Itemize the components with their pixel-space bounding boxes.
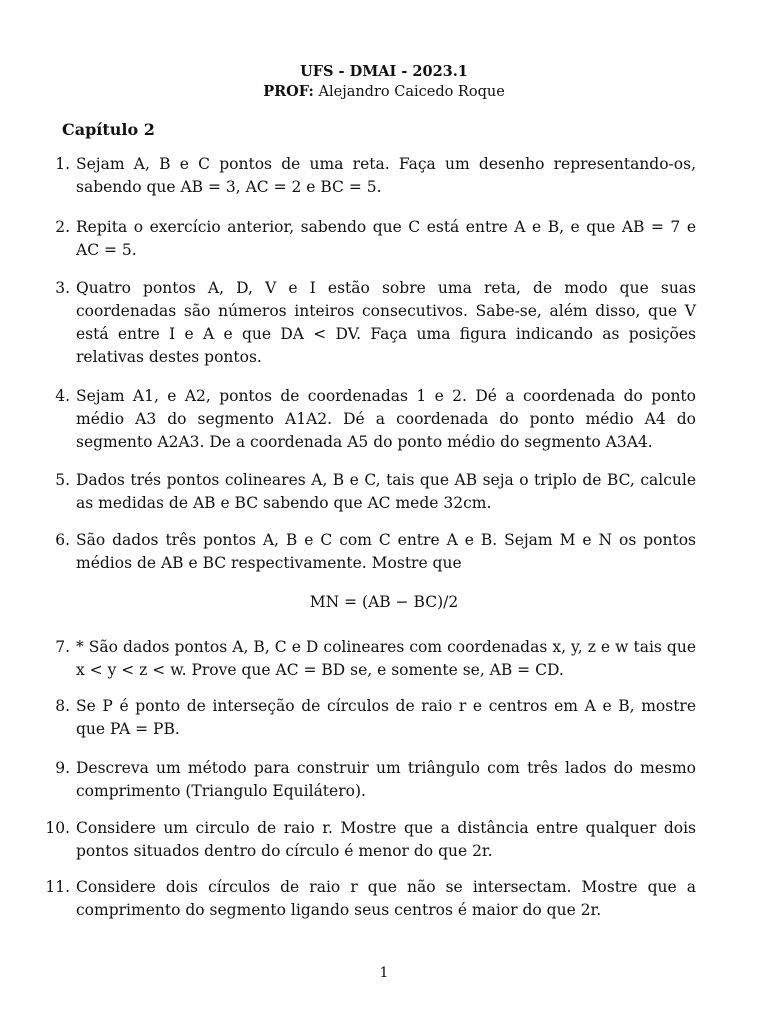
exercise-text: * São dados pontos A, B, C e D colineares com coordenadas x, y, z e w tais que x < y < z < w. Prove que AC = BD se, e somente se, AB = CD. (76, 638, 696, 679)
exercise-text: Sejam A, B e C pontos de uma reta. Faça um desenho representando-os, sabendo que AB = 3, AC = 2 e BC = 5. (76, 155, 696, 196)
header-course-line: UFS - DMAI - 2023.1 (300, 63, 468, 80)
exercise-number: 1. (55, 155, 70, 173)
page-number: 1 (379, 965, 389, 981)
exercise-text: Descreva um método para construir um triângulo com três lados do mesmo comprimento (Triangulo Equilátero). (76, 759, 696, 800)
header-professor-line (0, 82, 768, 102)
chapter-title: Capítulo 2 (62, 120, 155, 139)
exercise-text: Repita o exercício anterior, sabendo que C está entre A e B, e que AB = 7 e AC = 5. (76, 218, 696, 259)
exercise-text: Dados trés pontos colineares A, B e C, tais que AB seja o triplo de BC, calcule as medidas de AB e BC sabendo que AC mede 32cm. (76, 471, 696, 512)
exercise-number: 3. (55, 279, 70, 297)
document-header (0, 62, 768, 102)
exercise-text: São dados três pontos A, B e C com C entre A e B. Sejam M e N os pontos médios de AB e BC respectivamente. Mostre que (76, 531, 696, 572)
exercise-number: 7. (55, 638, 70, 656)
exercise-number: 8. (55, 697, 70, 715)
professor-label: PROF: (263, 83, 314, 100)
exercise-number: 11. (45, 878, 70, 896)
exercise-number: 10. (45, 819, 70, 837)
exercise-text: Sejam A1, e A2, pontos de coordenadas 1 e 2. Dé a coordenada do ponto médio A3 do segmento A1A2. Dé a coordenada do ponto médio A4 do segmento A2A3. De a coordenada A5 do ponto médio do segmento A3A4. (76, 387, 696, 451)
exercise-text: Quatro pontos A, D, V e I estão sobre uma reta, de modo que suas coordenadas são números inteiros consecutivos. Sabe-se, além disso, que V está entre I e A e que DA < DV. Faça uma figura indicando as posições relativas destes pontos. (76, 279, 696, 366)
exercise-number: 2. (55, 218, 70, 236)
exercise-number: 6. (55, 531, 70, 549)
exercise-number: 9. (55, 759, 70, 777)
exercise-text: Se P é ponto de interseção de círculos de raio r e centros em A e B, mostre que PA = PB. (76, 697, 696, 738)
exercise-text: Considere dois círculos de raio r que não se intersectam. Mostre que a comprimento do segmento ligando seus centros é maior do que 2r. (76, 878, 696, 919)
exercise-text: Considere um circulo de raio r. Mostre que a distância entre qualquer dois pontos situados dentro do círculo é menor do que 2r. (76, 819, 696, 860)
exercise-formula: MN = (AB − BC)/2 (309, 593, 459, 611)
exercise-number: 4. (55, 387, 70, 405)
exercise-number: 5. (55, 471, 70, 489)
professor-name: Alejandro Caicedo Roque (318, 84, 505, 100)
